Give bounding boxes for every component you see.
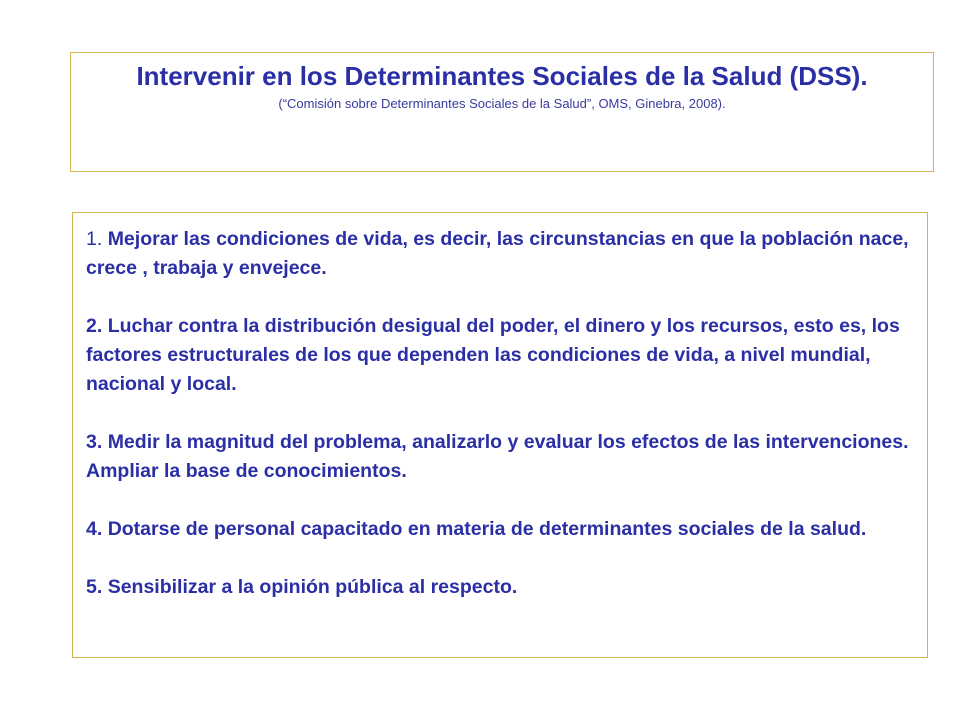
list-item-text: Medir la magnitud del problema, analizarlo y evaluar los efectos de las intervenciones. Ampliar la base de conocimientos. — [86, 431, 909, 482]
slide-title: Intervenir en los Determinantes Sociales de la Salud (DSS). — [136, 61, 868, 91]
list-item-number: 1. — [86, 228, 103, 250]
list-item-2 — [86, 312, 913, 399]
list-item-3 — [86, 428, 913, 486]
list-item-number: 2. — [86, 315, 103, 337]
slide-source-citation: (“Comisión sobre Determinantes Sociales de la Salud”, OMS, Ginebra, 2008). — [278, 96, 726, 111]
list-item-number: 3. — [86, 431, 103, 453]
list-item-number: 4. — [86, 518, 103, 540]
list-item-text: Mejorar las condiciones de vida, es decir, las circunstancias en que la población nace, crece , trabaja y envejece. — [86, 228, 909, 279]
list-item-4 — [86, 515, 913, 544]
title-box — [70, 52, 934, 172]
list-item-text: Dotarse de personal capacitado en materia de determinantes sociales de la salud. — [107, 518, 867, 540]
list-item-number: 5. — [86, 576, 103, 598]
list-item-text: Luchar contra la distribución desigual del poder, el dinero y los recursos, esto es, los factores estructurales de los que dependen las condiciones de vida, a nivel mundial, nacional y local. — [86, 315, 900, 395]
list-item-text: Sensibilizar a la opinión pública al respecto. — [107, 576, 518, 598]
list-item-5 — [86, 573, 913, 602]
list-item-1 — [86, 225, 913, 283]
content-box — [72, 212, 928, 658]
